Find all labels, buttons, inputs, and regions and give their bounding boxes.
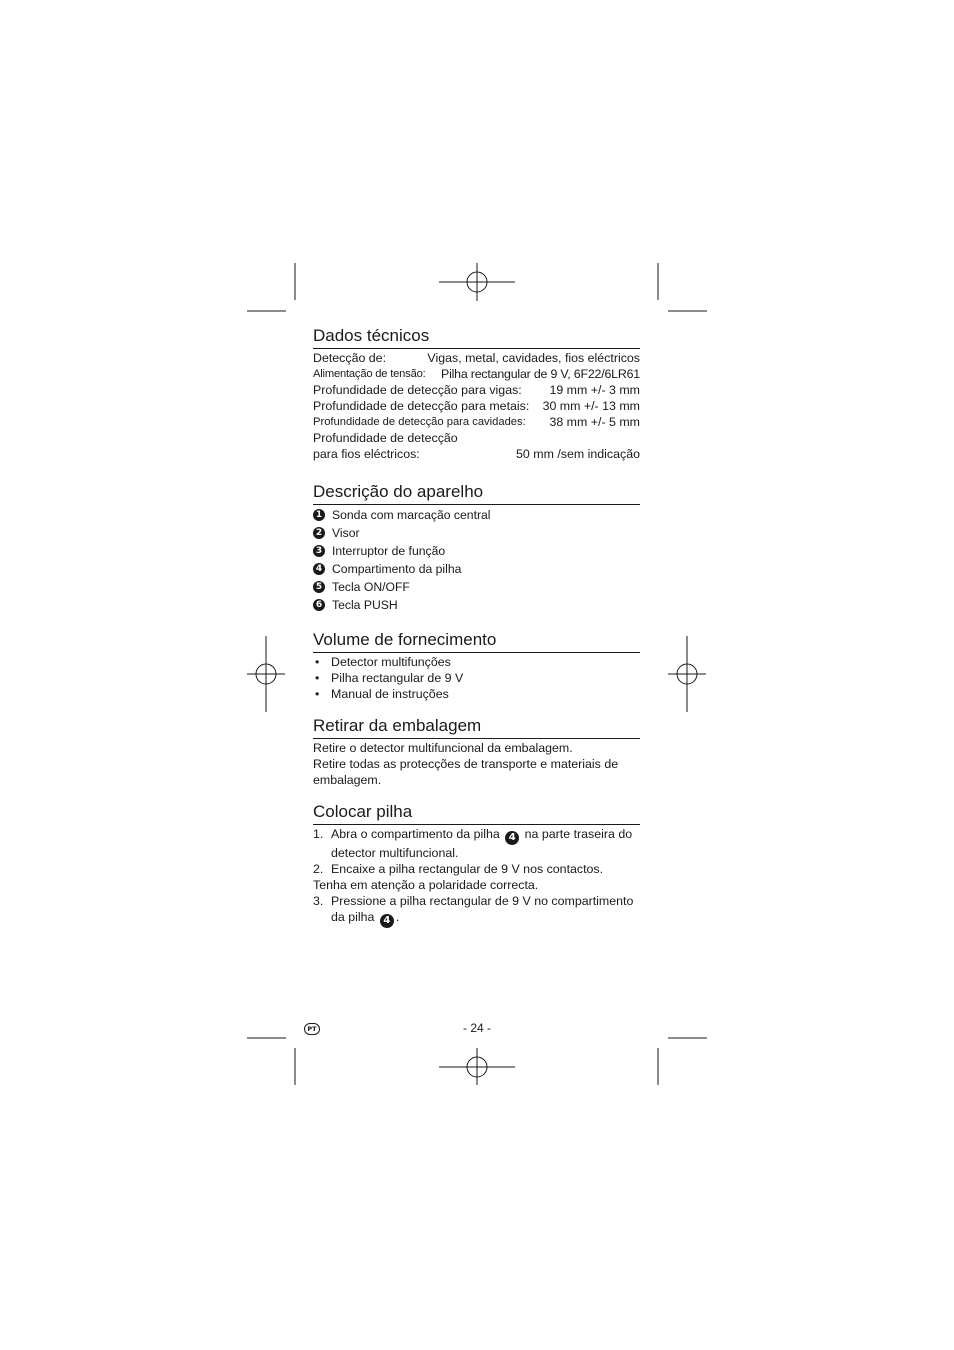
unpack-text [313, 740, 640, 788]
step-number: 2. [313, 862, 324, 876]
unpack-section [313, 716, 640, 788]
specs-table [313, 350, 640, 462]
number-icon: 4 [380, 914, 394, 928]
spec-row [313, 398, 640, 414]
list-item [313, 826, 640, 861]
list-item [313, 893, 640, 928]
description-section [313, 482, 640, 614]
spec-value: Vigas, metal, cavidades, fios eléctricos [427, 351, 640, 365]
step-number: 1. [313, 827, 324, 841]
language-badge: PT [304, 1023, 320, 1035]
supply-title: Volume de fornecimento [313, 630, 640, 653]
step-text: . [395, 910, 400, 924]
list-item: • Pilha rectangular de 9 V [313, 670, 640, 686]
part-label: Tecla ON/OFF [332, 580, 410, 594]
spec-label: Profundidade de detecção para cavidades: [313, 416, 526, 428]
spec-label: Profundidade de detecção para metais: [313, 399, 530, 413]
page-content [313, 326, 640, 928]
list-item [313, 578, 640, 596]
spec-row [313, 414, 640, 430]
number-icon: 5 [313, 581, 325, 593]
spec-value: 38 mm +/- 5 mm [549, 415, 640, 429]
supply-section [313, 630, 640, 702]
spec-row [313, 350, 640, 366]
spec-value: 50 mm /sem indicação [516, 447, 640, 461]
list-item [313, 524, 640, 542]
battery-steps [313, 826, 640, 877]
specs-section [313, 326, 640, 462]
paragraph: Retire todas as protecções de transporte e materiais de embalagem. [313, 757, 619, 787]
spec-value: Pilha rectangular de 9 V, 6F22/6LR61 [441, 367, 640, 381]
spec-value: 30 mm +/- 13 mm [542, 399, 640, 413]
spec-label: Profundidade de detecção [313, 431, 458, 445]
battery-section [313, 802, 640, 928]
part-label: Visor [332, 526, 360, 540]
parts-list [313, 506, 640, 614]
spec-label: para fios eléctricos: [313, 447, 420, 461]
list-item [313, 560, 640, 578]
part-label: Compartimento da pilha [332, 562, 462, 576]
step-number: 3. [313, 894, 324, 908]
part-label: Tecla PUSH [332, 598, 398, 612]
paragraph: Retire o detector multifuncional da embalagem. [313, 741, 573, 755]
step-text: Encaixe a pilha rectangular de 9 V nos contactos. [331, 862, 604, 876]
list-item [313, 861, 640, 877]
number-icon: 6 [313, 599, 325, 611]
polarity-note: Tenha em atenção a polaridade correcta. [313, 878, 539, 892]
spec-label: Alimentação de tensão: [313, 368, 426, 380]
spec-row [313, 446, 640, 462]
part-label: Sonda com marcação central [332, 508, 491, 522]
number-icon: 3 [313, 545, 325, 557]
number-icon: 1 [313, 509, 325, 521]
list-item [313, 506, 640, 524]
step-text: na parte traseira do detector multifuncional. [331, 827, 633, 860]
step-text: Pressione a pilha rectangular de 9 V no compartimento da pilha [331, 894, 634, 924]
description-title: Descrição do aparelho [313, 482, 640, 505]
list-item [313, 542, 640, 560]
spec-row [313, 366, 640, 382]
unpack-title: Retirar da embalagem [313, 716, 640, 739]
specs-title: Dados técnicos [313, 326, 640, 349]
list-item [313, 596, 640, 614]
spec-row [313, 430, 640, 446]
supply-list [313, 654, 640, 702]
number-icon: 4 [313, 563, 325, 575]
number-icon: 2 [313, 527, 325, 539]
page-number: - 24 - [462, 1021, 491, 1035]
spec-label: Profundidade de detecção para vigas: [313, 383, 522, 397]
part-label: Interruptor de função [332, 544, 446, 558]
list-item: • Manual de instruções [313, 686, 640, 702]
list-item: • Detector multifunções [313, 654, 640, 670]
spec-label: Detecção de: [313, 351, 387, 365]
spec-row [313, 382, 640, 398]
number-icon: 4 [505, 831, 519, 845]
battery-steps [313, 893, 640, 928]
spec-value: 19 mm +/- 3 mm [549, 383, 640, 397]
step-text: Abra o compartimento da pilha [331, 827, 500, 841]
battery-title: Colocar pilha [313, 802, 640, 825]
